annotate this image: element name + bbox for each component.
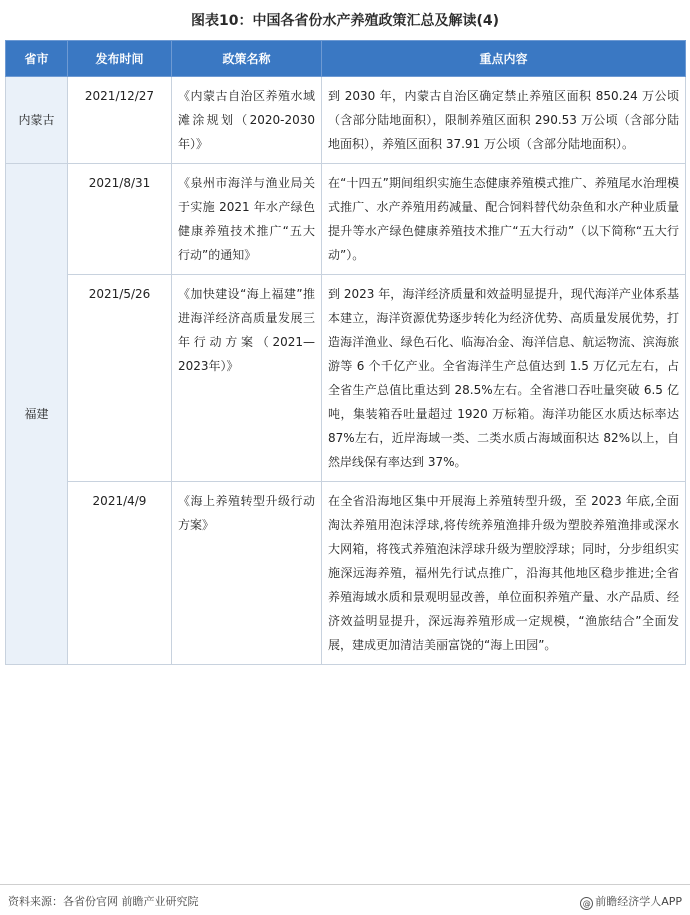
table-row bbox=[6, 275, 686, 482]
table-header-row bbox=[6, 41, 686, 77]
content-cell: 在“十四五”期间组织实施生态健康养殖模式推广、养殖尾水治理模式推广、水产养殖用药减量、配合饲料替代幼杂鱼和水产种业质量提升等水产绿色健康养殖技术推广“五大行动”（以下简称“五大行动”）。 bbox=[322, 164, 686, 275]
date-cell: 2021/4/9 bbox=[68, 482, 172, 665]
footer bbox=[0, 884, 690, 915]
page-title: 图表10：中国各省份水产养殖政策汇总及解读(4) bbox=[190, 13, 500, 29]
content-cell: 到 2030 年，内蒙古自治区确定禁止养殖区面积 850.24 万公顷（含部分陆地面积），限制养殖区面积 290.53 万公顷（含部分陆地面积），养殖区面积 37.91 万公顷（含部分陆地面积）。 bbox=[322, 77, 686, 164]
policy-cell: 《内蒙古自治区养殖水域滩涂规划（2020-2030年）》 bbox=[172, 77, 322, 164]
source-note: 资料来源：各省份官网 前瞻产业研究院 bbox=[8, 895, 199, 908]
date-cell: 2021/8/31 bbox=[68, 164, 172, 275]
table-row bbox=[6, 77, 686, 164]
policy-cell: 《海上养殖转型升级行动方案》 bbox=[172, 482, 322, 665]
brand-credit bbox=[580, 893, 682, 910]
content-cell: 在全省沿海地区集中开展海上养殖转型升级，至 2023 年底,全面淘汰养殖用泡沫浮球,将传统养殖渔排升级为塑胶养殖渔排或深水大网箱，将筏式养殖泡沫浮球升级为塑胶浮球；同时，分步组织实施深远海养殖，福州先行试点推广，沿海其他地区稳步推进;全省养殖海域水质和景观明显改善，单位面积养殖产量、水产品质、经济效益明显提升，深远海养殖形成一定规模，“渔旅结合”全面发展，建成更加清洁美丽富饶的“海上田园”。 bbox=[322, 482, 686, 665]
province-cell: 福建 bbox=[6, 164, 68, 665]
at-icon: @ bbox=[580, 897, 593, 910]
header-province: 省市 bbox=[6, 41, 68, 77]
table-row bbox=[6, 482, 686, 665]
brand-label: 前瞻经济学人APP bbox=[595, 895, 682, 908]
date-cell: 2021/12/27 bbox=[68, 77, 172, 164]
header-date: 发布时间 bbox=[68, 41, 172, 77]
header-policy: 政策名称 bbox=[172, 41, 322, 77]
date-cell: 2021/5/26 bbox=[68, 275, 172, 482]
province-cell: 内蒙古 bbox=[6, 77, 68, 164]
header-content: 重点内容 bbox=[322, 41, 686, 77]
policy-table bbox=[5, 40, 686, 665]
policy-cell: 《加快建设“海上福建”推进海洋经济高质量发展三年行动方案（2021—2023年）》 bbox=[172, 275, 322, 482]
content-cell: 到 2023 年，海洋经济质量和效益明显提升，现代海洋产业体系基本建立，海洋资源优势逐步转化为经济优势、高质量发展优势，打造海洋渔业、绿色石化、临海冶金、海洋信息、航运物流、滨海旅游等 6 个千亿产业。全省海洋生产总值达到 1.5 万亿元左右，占全省生产总值比重达到 28.5%左右。全省港口吞吐量突破 6.5 亿吨，集装箱吞吐量超过 1920 万标箱。海洋功能区水质达标率达 87%左右，近岸海域一类、二类水质占海域面积达 82%以上，自然岸线保有率达到 37%。 bbox=[322, 275, 686, 482]
policy-cell: 《泉州市海洋与渔业局关于实施 2021 年水产绿色健康养殖技术推广“五大行动”的通知》 bbox=[172, 164, 322, 275]
table-row bbox=[6, 164, 686, 275]
